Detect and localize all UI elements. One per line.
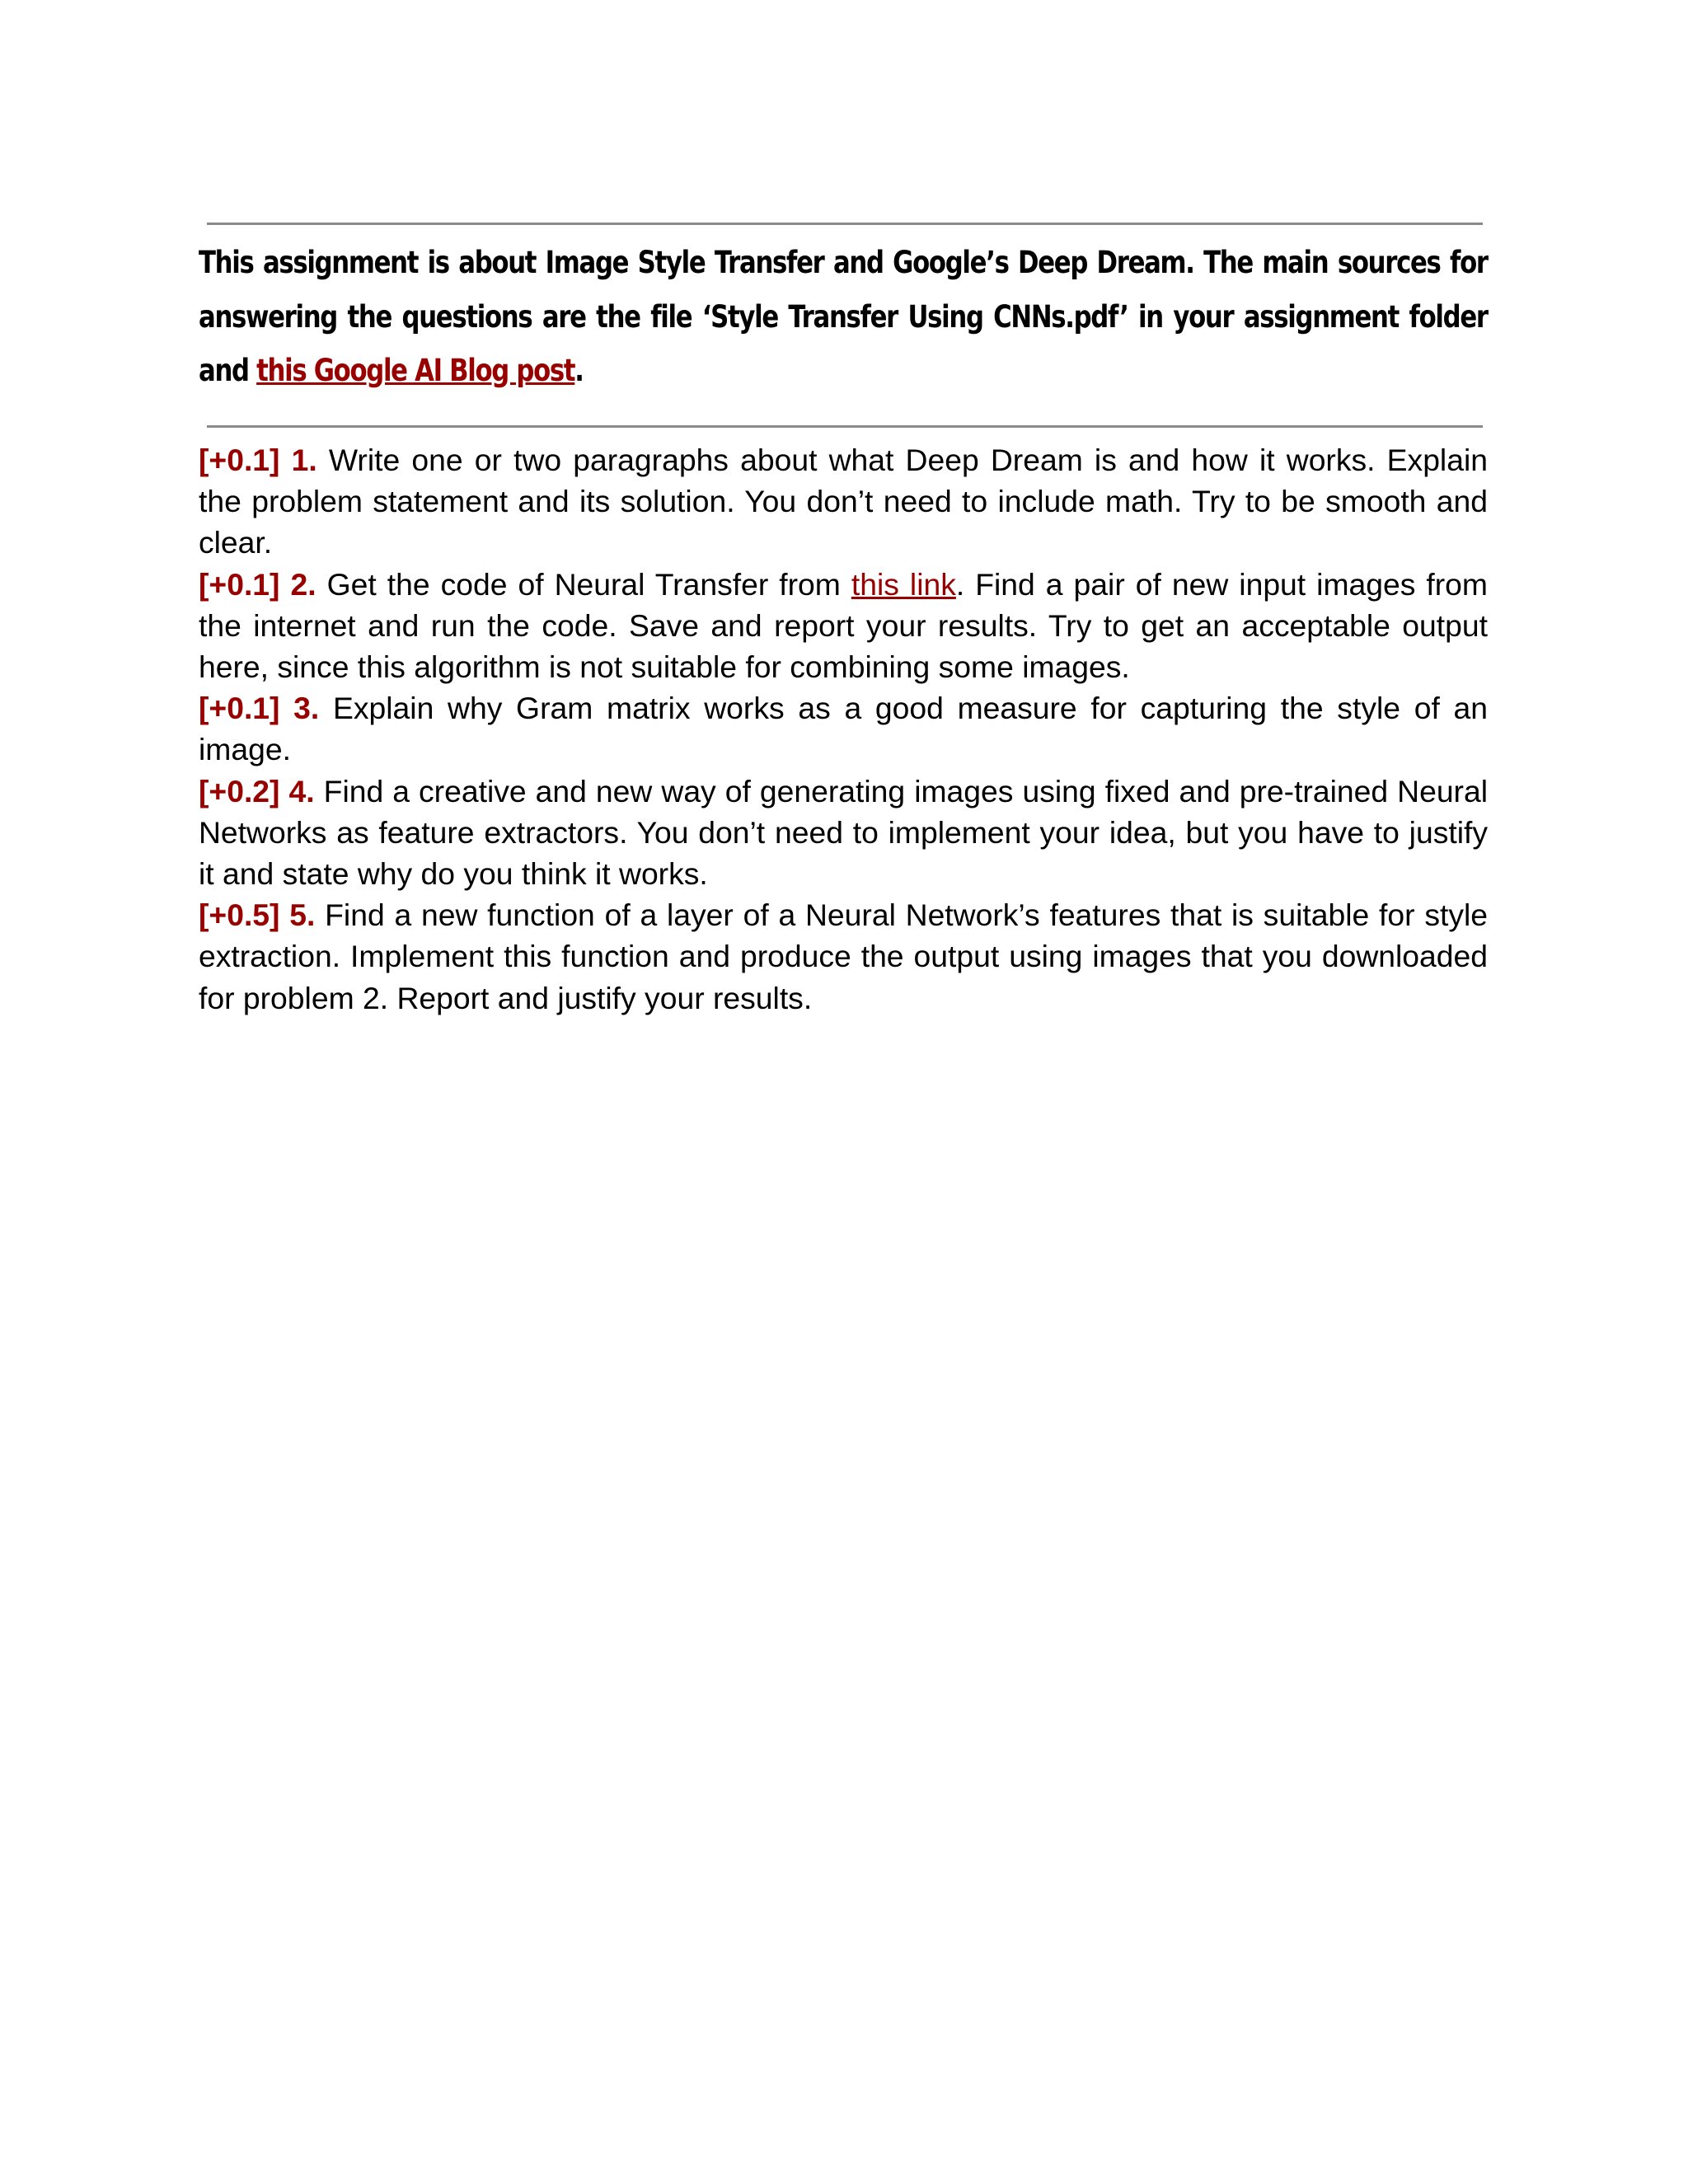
intro-text: This assignment is about Image Style Transfer and Google’s Deep Dream. The main sources for answering the questions are the file ‘Style Transfer Using CNNs.pdf’ in your assignment folder and xyxy=(199,244,1488,388)
question-2 xyxy=(199,564,1488,688)
question-text-end: . Find a pair of new input images from the internet and run the code. Save and report your results. Try to get an acceptable output here, since this algorithm is not suitable for combining some images. xyxy=(199,566,1488,685)
questions-list xyxy=(199,439,1488,1019)
question-text: Get the code of Neural Transfer from xyxy=(316,566,851,602)
question-text: Write one or two paragraphs about what Deep Dream is and how it works. Explain the problem statement and its solution. You don’t need to include math. Try to be smooth and clear. xyxy=(199,443,1488,560)
question-points: [+0.1] 1. xyxy=(199,443,317,477)
intro-paragraph xyxy=(199,236,1488,398)
question-points: [+0.2] 4. xyxy=(199,773,315,808)
question-text: Explain why Gram matrix works as a good measure for capturing the style of an image. xyxy=(199,691,1488,767)
question-3 xyxy=(199,687,1488,770)
question-points: [+0.1] 2. xyxy=(199,566,316,602)
question-points: [+0.1] 3. xyxy=(199,691,320,726)
neural-transfer-link[interactable]: this link xyxy=(851,566,956,602)
question-text: Find a creative and new way of generating images using fixed and pre-trained Neural Networks as feature extractors. You don’t need to implement your idea, but you have to justify it and state why do you think it works. xyxy=(199,773,1489,892)
intro-text-end: . xyxy=(574,352,584,388)
bottom-horizontal-rule xyxy=(207,425,1483,428)
question-4 xyxy=(199,771,1488,895)
question-5 xyxy=(199,894,1488,1019)
question-points: [+0.5] 5. xyxy=(199,898,316,933)
question-1 xyxy=(199,439,1488,564)
top-horizontal-rule xyxy=(207,223,1483,225)
question-text: Find a new function of a layer of a Neural Network’s features that is suitable for style extraction. Implement this function and produce the output using images that you downloaded for problem 2. Report and justify your results. xyxy=(199,898,1489,1015)
google-ai-blog-link[interactable]: this Google AI Blog post xyxy=(256,352,575,388)
